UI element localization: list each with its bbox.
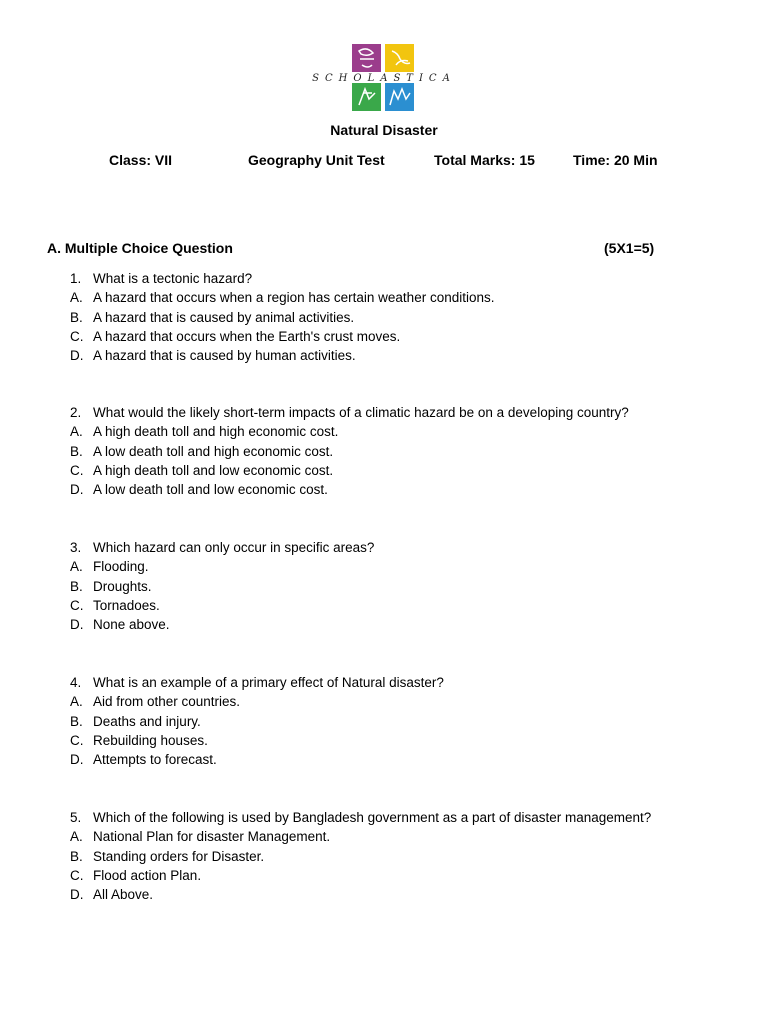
option-line — [0, 327, 768, 346]
option-text: Rebuilding houses. — [93, 732, 208, 748]
question-block — [0, 538, 768, 634]
option-text: None above. — [93, 617, 170, 633]
class-label: Class: VII — [109, 152, 173, 168]
section-title: A. Multiple Choice Question — [47, 240, 233, 256]
option-text: Aid from other countries. — [93, 694, 241, 710]
option-text: A low death toll and high economic cost. — [93, 443, 334, 459]
option-text: Standing orders for Disaster. — [93, 848, 265, 864]
option-letter: B. — [70, 309, 83, 325]
option-line — [0, 422, 768, 441]
question-line — [0, 269, 768, 288]
question-number: 5. — [70, 810, 82, 825]
option-text: A hazard that is caused by human activities. — [93, 348, 356, 364]
option-line — [0, 615, 768, 634]
option-letter: D. — [70, 617, 84, 633]
option-letter: D. — [70, 482, 84, 498]
question-line — [0, 808, 768, 827]
scholastica-logo — [304, 43, 464, 113]
option-letter: A. — [70, 424, 83, 440]
option-letter: C. — [70, 597, 84, 613]
option-line — [0, 577, 768, 596]
option-letter: D. — [70, 348, 84, 364]
option-line — [0, 346, 768, 365]
option-line — [0, 847, 768, 866]
total-marks-label: Total Marks: 15 — [434, 152, 535, 168]
option-letter: A. — [70, 290, 83, 306]
question-number: 3. — [70, 540, 82, 555]
question-text: What would the likely short-term impacts of a climatic hazard be on a developing country? — [93, 405, 629, 420]
option-letter: C. — [70, 462, 84, 478]
time-label: Time: 20 Min — [573, 152, 658, 168]
option-text: A hazard that occurs when a region has certain weather conditions. — [93, 290, 495, 306]
option-line — [0, 731, 768, 750]
option-text: A high death toll and high economic cost. — [93, 424, 339, 440]
option-line — [0, 442, 768, 461]
option-line — [0, 712, 768, 731]
subject-label: Geography Unit Test — [248, 152, 385, 168]
option-line — [0, 557, 768, 576]
question-block — [0, 269, 768, 365]
option-letter: C. — [70, 732, 84, 748]
option-letter: A. — [70, 559, 83, 575]
option-letter: B. — [70, 578, 83, 594]
question-block — [0, 673, 768, 769]
option-line — [0, 480, 768, 499]
option-text: National Plan for disaster Management. — [93, 829, 331, 845]
option-letter: D. — [70, 752, 84, 768]
option-line — [0, 827, 768, 846]
option-letter: C. — [70, 328, 84, 344]
option-text: Flooding. — [93, 559, 149, 575]
option-letter: A. — [70, 829, 83, 845]
page-title: Natural Disaster — [330, 122, 438, 138]
logo-graphic — [304, 43, 464, 113]
question-text: Which of the following is used by Bangladesh government as a part of disaster management? — [93, 810, 652, 825]
option-line — [0, 866, 768, 885]
question-block — [0, 808, 768, 904]
option-line — [0, 596, 768, 615]
option-letter: A. — [70, 694, 83, 710]
option-text: A hazard that is caused by animal activities. — [93, 309, 355, 325]
option-text: Flood action Plan. — [93, 867, 202, 883]
question-number: 1. — [70, 271, 82, 286]
question-number: 4. — [70, 675, 82, 690]
option-line — [0, 885, 768, 904]
question-block — [0, 403, 768, 499]
question-line — [0, 538, 768, 557]
option-text: Deaths and injury. — [93, 713, 201, 729]
option-letter: B. — [70, 848, 83, 864]
option-text: Droughts. — [93, 578, 152, 594]
option-text: All Above. — [93, 887, 154, 903]
question-text: Which hazard can only occur in specific areas? — [93, 540, 375, 555]
logo-wordmark: SCHOLASTICA — [312, 73, 456, 84]
option-letter: B. — [70, 443, 83, 459]
question-line — [0, 403, 768, 422]
option-text: A high death toll and low economic cost. — [93, 462, 334, 478]
option-text: A low death toll and low economic cost. — [93, 482, 328, 498]
option-letter: C. — [70, 867, 84, 883]
option-line — [0, 461, 768, 480]
question-text: What is an example of a primary effect of Natural disaster? — [93, 675, 444, 690]
option-text: Attempts to forecast. — [93, 752, 217, 768]
option-text: A hazard that occurs when the Earth's crust moves. — [93, 328, 401, 344]
option-line — [0, 288, 768, 307]
option-line — [0, 750, 768, 769]
option-letter: D. — [70, 887, 84, 903]
question-text: What is a tectonic hazard? — [93, 271, 253, 286]
section-marks: (5X1=5) — [604, 240, 655, 256]
logo-tile-green — [352, 82, 381, 111]
option-letter: B. — [70, 713, 83, 729]
question-number: 2. — [70, 405, 82, 420]
question-line — [0, 673, 768, 692]
option-line — [0, 692, 768, 711]
option-line — [0, 308, 768, 327]
option-text: Tornadoes. — [93, 597, 160, 613]
